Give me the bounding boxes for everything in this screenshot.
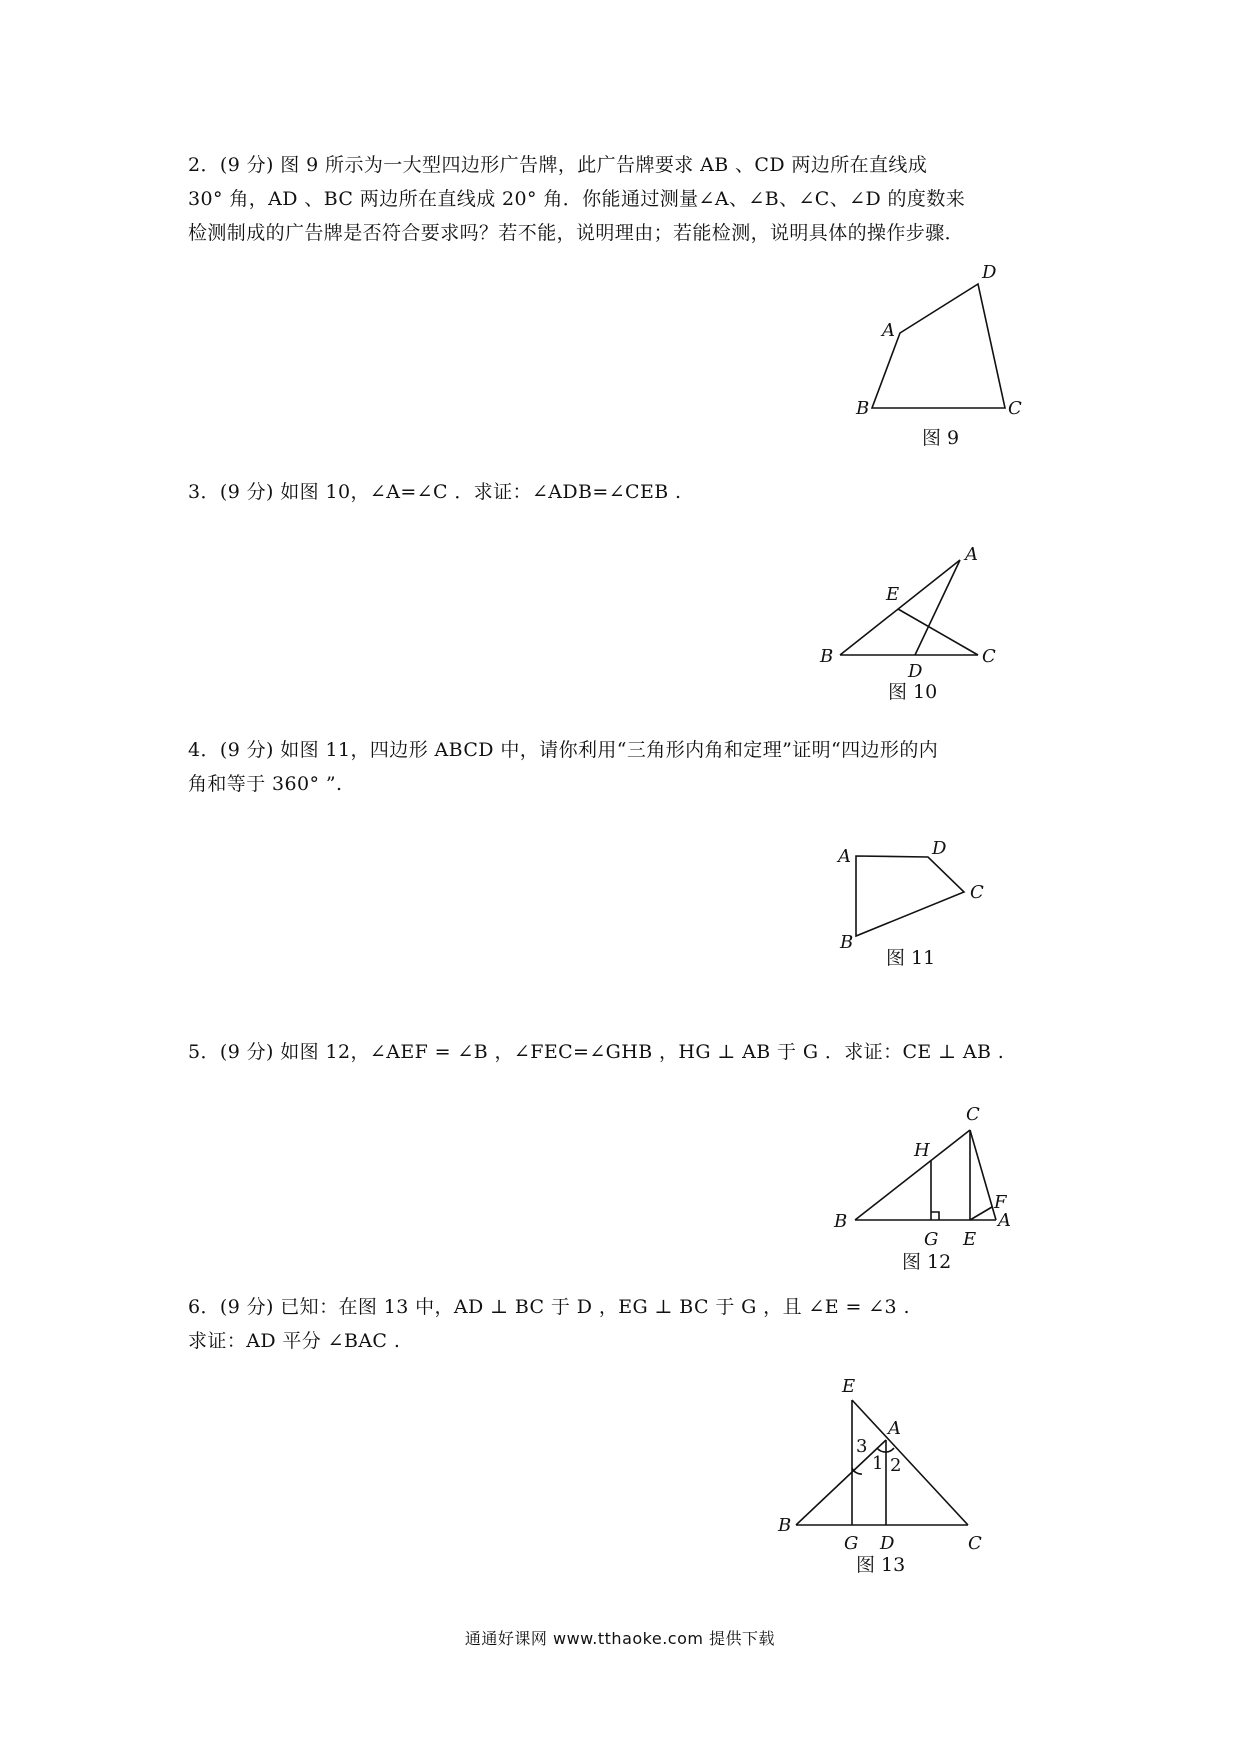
question-text-line: 6．(9 分) 已知：在图 13 中，AD ⊥ BC 于 D ，EG ⊥ BC 于 G ，且 ∠E = ∠3 .: [188, 1296, 910, 1318]
quadrilateral-abcd: [856, 856, 964, 936]
question-3: [188, 475, 1064, 509]
point-label-d: D: [880, 1533, 895, 1554]
point-label-a: A: [888, 1418, 901, 1439]
figure-caption: 图 10: [888, 681, 938, 703]
figure-10: [810, 540, 1010, 710]
question-text-line: 求证：AD 平分 ∠BAC .: [188, 1330, 401, 1352]
point-label-b: B: [834, 1211, 848, 1232]
point-label-a: A: [882, 320, 895, 341]
point-label-e: E: [842, 1376, 856, 1397]
question-text-line: 2．(9 分) 图 9 所示为一大型四边形广告牌，此广告牌要求 AB 、CD 两边所在直线成: [188, 154, 928, 176]
point-label-b: B: [840, 932, 854, 953]
point-label-d: D: [932, 838, 947, 859]
question-6: [188, 1290, 1064, 1358]
question-text-line: 5．(9 分) 如图 12，∠AEF = ∠B ，∠FEC=∠GHB ，HG ⊥ AB 于 G ．求证：CE ⊥ AB .: [188, 1041, 1005, 1063]
point-label-g: G: [844, 1533, 859, 1554]
point-label-c: C: [966, 1104, 980, 1125]
point-label-e: E: [886, 584, 900, 605]
angle-arc-1: [877, 1448, 886, 1452]
question-2: [188, 148, 1064, 250]
point-label-d: D: [982, 262, 997, 283]
point-label-b: B: [856, 398, 870, 419]
segment-ba: [840, 560, 960, 655]
segment-ec: [852, 1400, 968, 1525]
quadrilateral-abcd: [872, 284, 1005, 408]
question-text-line: 30° 角，AD 、BC 两边所在直线成 20° 角．你能通过测量∠A、∠B、∠C、∠D 的度数来: [188, 188, 966, 210]
point-label-a: A: [965, 544, 978, 565]
point-label-a: A: [998, 1210, 1011, 1231]
figure-caption: 图 11: [886, 947, 936, 969]
question-text-line: 3．(9 分) 如图 10，∠A=∠C ．求证：∠ADB=∠CEB .: [188, 481, 682, 503]
angle-label-2: 2: [890, 1455, 902, 1476]
point-label-c: C: [970, 882, 984, 903]
segment-bc: [855, 1130, 970, 1220]
figure-12: [820, 1090, 1040, 1280]
point-label-c: C: [1008, 398, 1022, 419]
point-label-c: C: [968, 1533, 982, 1554]
point-label-g: G: [924, 1229, 939, 1250]
page-footer: 通通好课网 www.tthaoke.com 提供下载: [464, 1629, 776, 1648]
question-text-line: 角和等于 360° ”.: [188, 773, 343, 795]
point-label-b: B: [820, 646, 834, 667]
question-text-line: 4．(9 分) 如图 11，四边形 ABCD 中，请你利用“三角形内角和定理”证明“四边形的内: [188, 739, 939, 761]
question-5: [188, 1035, 1064, 1069]
point-label-e: E: [963, 1229, 977, 1250]
figure-11: [830, 830, 1010, 980]
figure-caption: 图 9: [922, 427, 960, 449]
figure-13: [760, 1370, 1020, 1580]
figure-caption: 图 13: [856, 1554, 906, 1576]
segment-ef: [970, 1207, 992, 1220]
segment-ca: [970, 1130, 996, 1220]
figure-9: [840, 262, 1040, 452]
point-label-f: F: [994, 1192, 1007, 1213]
segment-ec: [898, 609, 978, 655]
question-4: [188, 733, 1064, 801]
question-text-line: 检测制成的广告牌是否符合要求吗？若不能，说明理由；若能检测，说明具体的操作步骤．: [188, 222, 965, 244]
angle-arc-3: [852, 1468, 862, 1474]
point-label-a: A: [838, 846, 851, 867]
right-angle-mark: [931, 1212, 939, 1220]
point-label-d: D: [908, 661, 923, 682]
figure-caption: 图 12: [902, 1251, 952, 1273]
angle-arc-2: [886, 1448, 894, 1452]
angle-label-1: 1: [872, 1453, 884, 1474]
point-label-b: B: [778, 1515, 792, 1536]
angle-label-3: 3: [856, 1436, 868, 1457]
point-label-c: C: [982, 646, 996, 667]
point-label-h: H: [914, 1140, 930, 1161]
